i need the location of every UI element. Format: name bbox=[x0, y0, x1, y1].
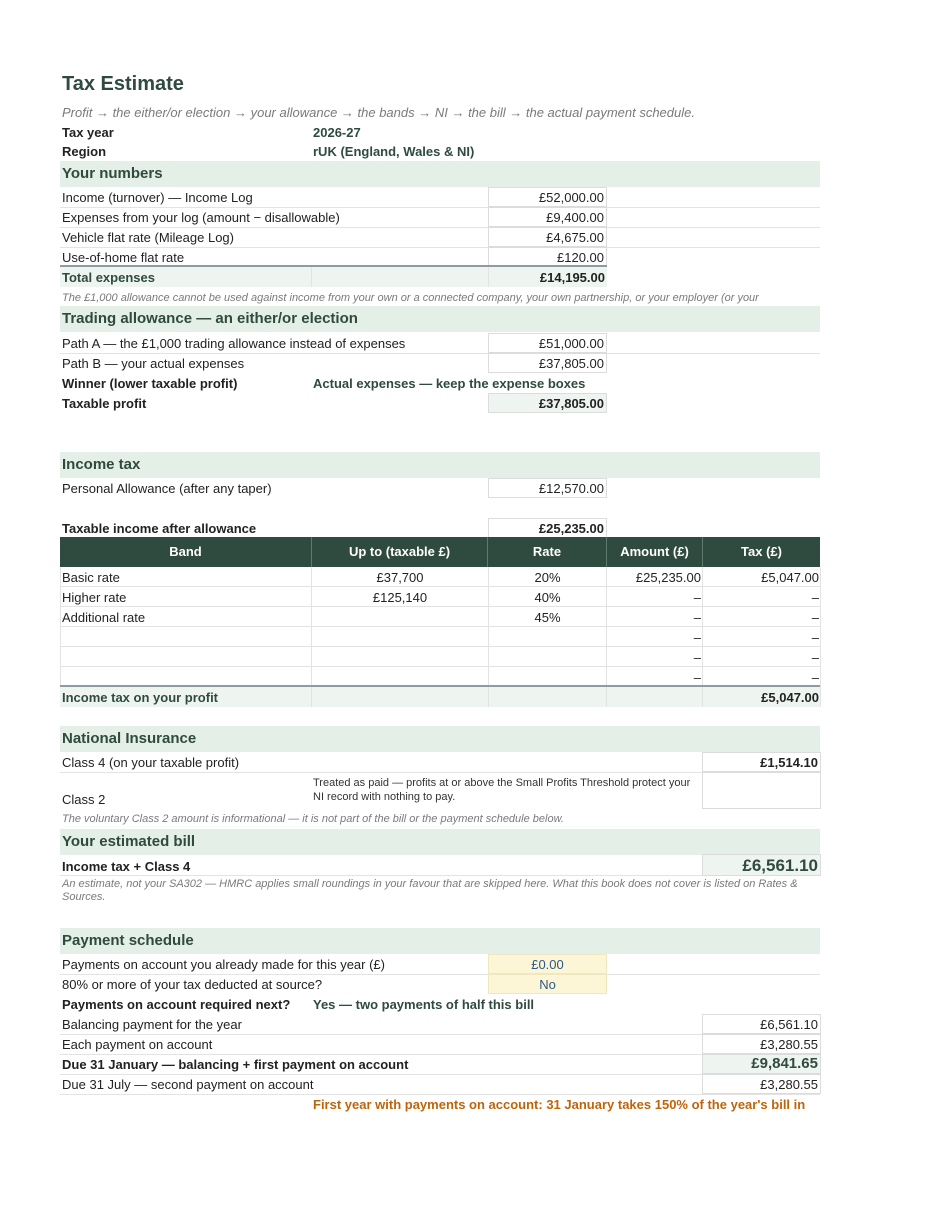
jan-due-value: £9,841.65 bbox=[702, 1054, 821, 1074]
row-divider bbox=[60, 207, 820, 208]
band-amount: £25,235.00 bbox=[635, 570, 701, 585]
section-your-numbers: Your numbers bbox=[60, 161, 820, 187]
poa-made-label: Payments on account you already made for this year (£) bbox=[62, 957, 385, 972]
poa-made-input[interactable]: £0.00 bbox=[488, 954, 607, 974]
band-rate: 40% bbox=[534, 590, 561, 605]
each-poa-value: £3,280.55 bbox=[702, 1034, 821, 1054]
poa-required-label: Payments on account required next? bbox=[62, 997, 291, 1012]
source-select[interactable]: No bbox=[488, 974, 607, 994]
row-divider bbox=[60, 247, 820, 248]
july-due-label: Due 31 July — second payment on account bbox=[62, 1077, 314, 1092]
page-title: Tax Estimate bbox=[62, 73, 184, 95]
section-trading-allowance: Trading allowance — an either/or election bbox=[60, 306, 820, 332]
band-upto: £37,700 bbox=[376, 570, 424, 585]
band-tax: – bbox=[811, 670, 819, 685]
row-divider bbox=[60, 227, 820, 228]
band-name: Additional rate bbox=[62, 610, 146, 625]
expenses-label: Expenses from your log (amount − disallowable) bbox=[62, 210, 340, 225]
section-payment-schedule: Payment schedule bbox=[60, 928, 820, 954]
band-tax: £5,047.00 bbox=[761, 570, 819, 585]
balancing-value: £6,561.10 bbox=[702, 1014, 821, 1034]
personal-allowance-value: £12,570.00 bbox=[488, 478, 607, 498]
class2-info-note: The voluntary Class 2 amount is informational — it is not part of the bill or the payment schedule below. bbox=[62, 813, 564, 825]
vehicle-value: £4,675.00 bbox=[488, 227, 607, 247]
band-rate: 45% bbox=[534, 610, 561, 625]
winner-label: Winner (lower taxable profit) bbox=[62, 376, 238, 391]
vehicle-label: Vehicle flat rate (Mileage Log) bbox=[62, 230, 234, 245]
total-expenses-label: Total expenses bbox=[62, 270, 155, 285]
poa-required-value: Yes — two payments of half this bill bbox=[313, 997, 535, 1012]
band-tax: – bbox=[811, 590, 819, 605]
band-amount: – bbox=[693, 590, 701, 605]
column-header-upto: Up to (taxable £) bbox=[312, 537, 488, 567]
path-a-value: £51,000.00 bbox=[488, 333, 607, 353]
income-tax-total-label: Income tax on your profit bbox=[62, 690, 219, 705]
allowance-note: The £1,000 allowance cannot be used against income from your own or a connected company, your own partnership, or your employer (or your bbox=[62, 292, 759, 304]
taxable-after-value: £25,235.00 bbox=[488, 518, 607, 538]
source-label: 80% or more of your tax deducted at source? bbox=[62, 977, 323, 992]
row-divider bbox=[60, 1094, 820, 1095]
first-year-warning: First year with payments on account: 31 January takes 150% of the year's bill in bbox=[313, 1097, 806, 1112]
region-value: rUK (England, Wales & NI) bbox=[313, 144, 475, 159]
use-of-home-label: Use-of-home flat rate bbox=[62, 250, 185, 265]
row-divider bbox=[60, 974, 820, 975]
band-tax: – bbox=[811, 610, 819, 625]
bill-note: An estimate, not your SA302 — HMRC applies small roundings in your favour that are skipped here. What this book does not cover is listed on Rates & Sources. bbox=[62, 878, 798, 903]
personal-allowance-label: Personal Allowance (after any taper) bbox=[62, 481, 272, 496]
band-upto bbox=[312, 607, 488, 627]
path-b-value: £37,805.00 bbox=[488, 353, 607, 373]
cell-divider bbox=[488, 687, 489, 707]
band-upto: £125,140 bbox=[372, 590, 428, 605]
column-header-amount: Amount (£) bbox=[607, 537, 703, 567]
taxable-after-label: Taxable income after allowance bbox=[62, 521, 257, 536]
july-due-value: £3,280.55 bbox=[702, 1074, 821, 1094]
column-header-rate: Rate bbox=[488, 537, 607, 567]
income-label: Income (turnover) — Income Log bbox=[62, 190, 253, 205]
class4-value: £1,514.10 bbox=[702, 752, 821, 772]
cell-divider bbox=[311, 267, 312, 287]
row-divider bbox=[60, 353, 820, 354]
cell-divider bbox=[606, 687, 607, 707]
taxable-profit-label: Taxable profit bbox=[62, 396, 147, 411]
column-header-band: Band bbox=[60, 537, 312, 567]
income-value: £52,000.00 bbox=[488, 187, 607, 207]
section-estimated-bill: Your estimated bill bbox=[60, 829, 820, 855]
taxable-profit-value: £37,805.00 bbox=[488, 393, 607, 413]
total-expenses-value: £14,195.00 bbox=[539, 270, 605, 285]
winner-value: Actual expenses — keep the expense boxes bbox=[313, 376, 586, 391]
section-national-insurance: National Insurance bbox=[60, 726, 820, 752]
class2-label: Class 2 bbox=[62, 792, 106, 807]
balancing-label: Balancing payment for the year bbox=[62, 1017, 242, 1032]
tax-year-label: Tax year bbox=[62, 125, 114, 140]
income-tax-total-value: £5,047.00 bbox=[761, 690, 819, 705]
class2-note: Treated as paid — profits at or above the Small Profits Threshold protect your NI record with nothing to pay. bbox=[313, 777, 691, 803]
band-rate: 20% bbox=[534, 570, 561, 585]
bill-value: £6,561.10 bbox=[702, 854, 821, 876]
band-tax: – bbox=[811, 650, 819, 665]
cell-divider bbox=[311, 687, 312, 707]
tax-year-value: 2026-27 bbox=[313, 125, 361, 140]
expenses-value: £9,400.00 bbox=[488, 207, 607, 227]
each-poa-label: Each payment on account bbox=[62, 1037, 213, 1052]
section-income-tax: Income tax bbox=[60, 452, 820, 478]
path-b-label: Path B — your actual expenses bbox=[62, 356, 245, 371]
bill-label: Income tax + Class 4 bbox=[62, 859, 191, 874]
band-amount: – bbox=[693, 670, 701, 685]
band-amount: – bbox=[693, 610, 701, 625]
jan-due-label: Due 31 January — balancing + first payment on account bbox=[62, 1057, 409, 1072]
path-a-label: Path A — the £1,000 trading allowance instead of expenses bbox=[62, 336, 406, 351]
band-tax: – bbox=[811, 630, 819, 645]
table-border bbox=[820, 567, 821, 707]
class2-value-box bbox=[702, 772, 821, 809]
class4-label: Class 4 (on your taxable profit) bbox=[62, 755, 240, 770]
page-subtitle: Profit → the either/or election → your allowance → the bands → NI → the bill → the actual payment schedule. bbox=[62, 105, 695, 120]
column-header-tax: Tax (£) bbox=[703, 537, 820, 567]
band-amount: – bbox=[693, 630, 701, 645]
band-name: Higher rate bbox=[62, 590, 127, 605]
use-of-home-value: £120.00 bbox=[488, 247, 607, 267]
band-amount: – bbox=[693, 650, 701, 665]
band-name: Basic rate bbox=[62, 570, 120, 585]
region-label: Region bbox=[62, 144, 107, 159]
